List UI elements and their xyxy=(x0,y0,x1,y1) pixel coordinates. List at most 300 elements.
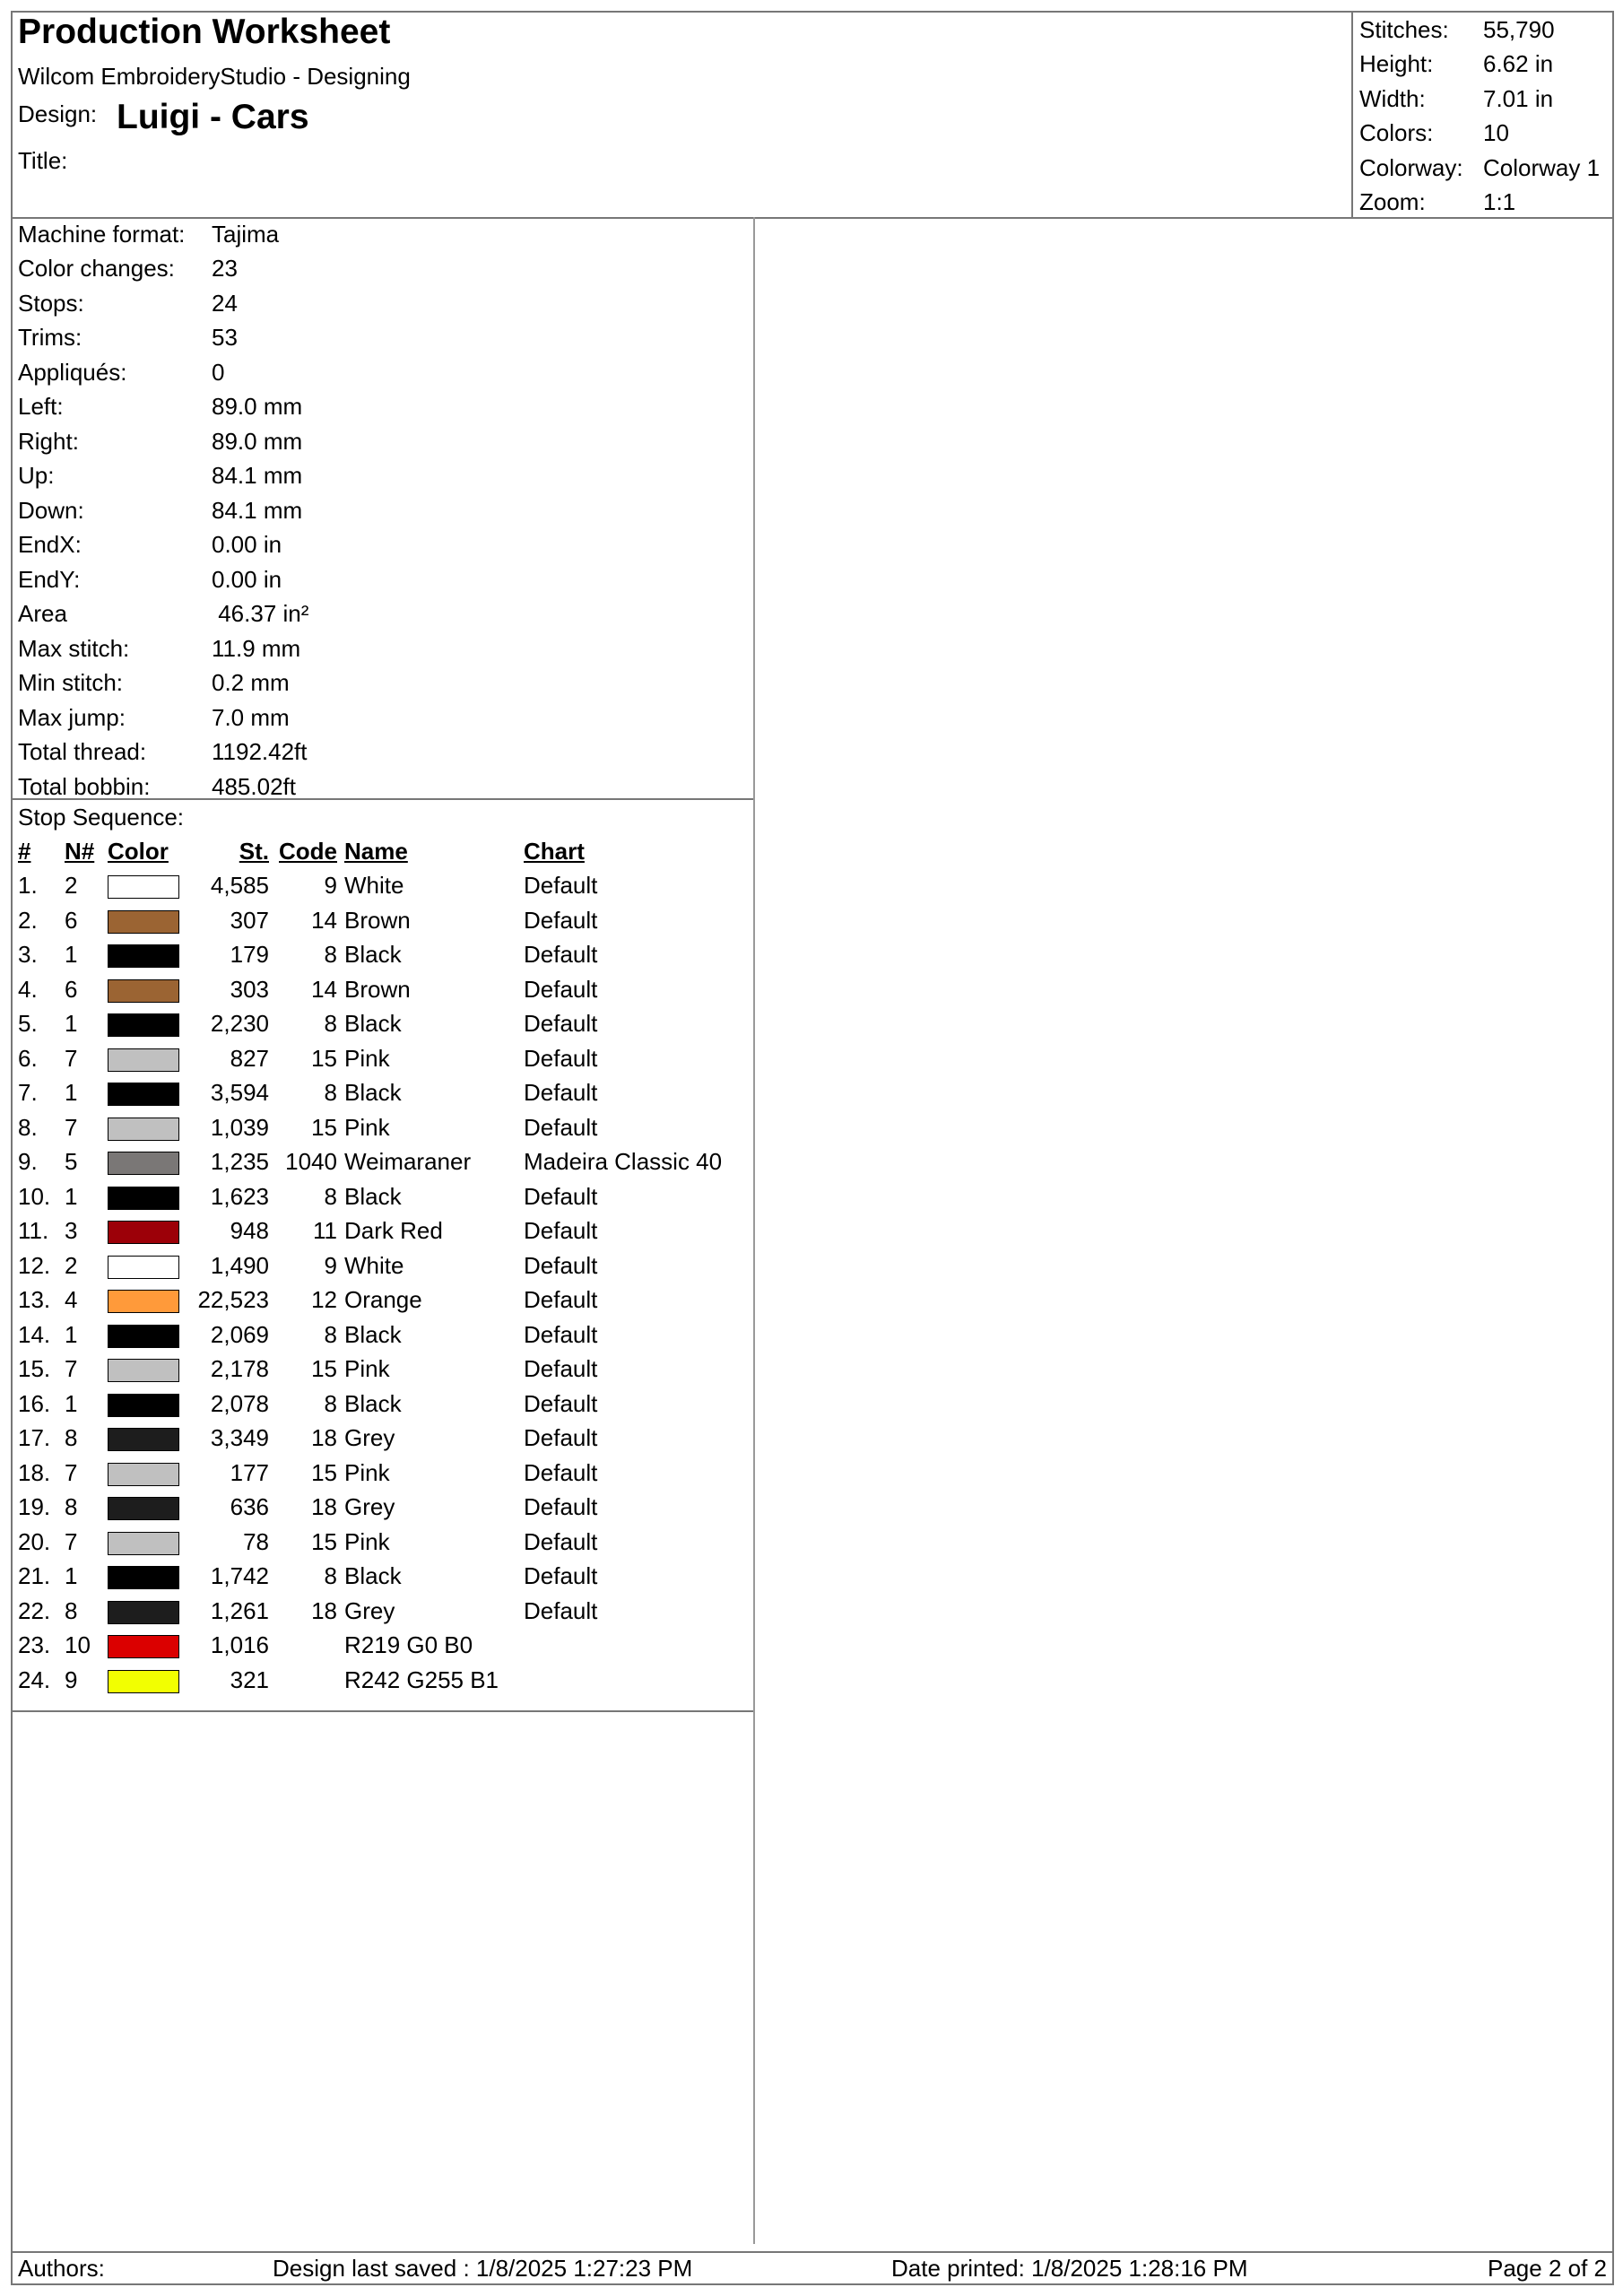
spec-value: 89.0 mm xyxy=(212,427,303,455)
stop-index: 20. xyxy=(18,1527,51,1555)
design-name: Luigi - Cars xyxy=(117,98,309,136)
worksheet-footer xyxy=(13,2251,1612,2283)
stitch-count: 3,594 xyxy=(210,1079,269,1107)
thread-chart: Default xyxy=(524,1251,598,1279)
needle-number: 10 xyxy=(65,1631,91,1659)
spec-label: Total thread: xyxy=(18,738,147,766)
needle-number: 1 xyxy=(65,941,78,969)
application-name: Wilcom EmbroideryStudio - Designing xyxy=(18,63,411,90)
needle-number: 7 xyxy=(65,1044,78,1072)
stitch-count: 2,069 xyxy=(210,1320,269,1348)
col-header-chart: Chart xyxy=(524,837,585,865)
spec-label: Max stitch: xyxy=(18,634,130,662)
thread-name: Pink xyxy=(344,1113,390,1141)
thread-chart: Default xyxy=(524,1286,598,1314)
spec-value: 0 xyxy=(212,358,225,386)
needle-number: 7 xyxy=(65,1458,78,1486)
spec-label: Color changes: xyxy=(18,255,175,283)
spec-row xyxy=(18,700,750,735)
machine-specs xyxy=(18,217,750,804)
footer-authors: Authors: xyxy=(18,2255,105,2282)
thread-name: Brown xyxy=(344,975,411,1003)
color-swatch xyxy=(108,1187,179,1210)
design-label: Design: xyxy=(18,100,98,127)
color-swatch xyxy=(108,875,179,899)
stitch-count: 303 xyxy=(230,975,269,1003)
thread-chart: Default xyxy=(524,941,598,969)
spec-value: 0.00 in xyxy=(212,565,282,593)
color-swatch xyxy=(108,1601,179,1624)
summary-label: Width: xyxy=(1359,84,1426,112)
thread-code: 8 xyxy=(324,1562,337,1590)
thread-chart: Default xyxy=(524,1424,598,1452)
thread-code: 18 xyxy=(311,1493,337,1521)
stop-index: 21. xyxy=(18,1562,51,1590)
stitch-count: 22,523 xyxy=(197,1286,269,1314)
stitch-count: 2,178 xyxy=(210,1355,269,1383)
spec-row xyxy=(18,286,750,321)
col-header-needle: N# xyxy=(65,837,95,865)
spec-row xyxy=(18,390,750,425)
table-row xyxy=(18,1041,750,1076)
spec-row xyxy=(18,355,750,390)
summary-value: 55,790 xyxy=(1483,15,1555,43)
spec-value: 89.0 mm xyxy=(212,393,303,421)
color-cell xyxy=(108,1493,192,1521)
needle-number: 1 xyxy=(65,1389,78,1417)
color-swatch xyxy=(108,944,179,968)
table-row xyxy=(18,903,750,938)
needle-number: 1 xyxy=(65,1562,78,1590)
thread-name: Black xyxy=(344,1389,402,1417)
needle-number: 5 xyxy=(65,1148,78,1176)
table-row xyxy=(18,1491,750,1526)
table-row xyxy=(18,1283,750,1318)
stop-index: 24. xyxy=(18,1665,51,1693)
spec-value: 0.00 in xyxy=(212,531,282,559)
thread-code: 1040 xyxy=(285,1148,337,1176)
thread-name: White xyxy=(344,1251,404,1279)
thread-code: 18 xyxy=(311,1596,337,1624)
stitch-count: 3,349 xyxy=(210,1424,269,1452)
thread-chart: Default xyxy=(524,1355,598,1383)
thread-code: 8 xyxy=(324,1079,337,1107)
needle-number: 6 xyxy=(65,906,78,934)
spec-label: Total bobbin: xyxy=(18,772,151,800)
thread-code: 18 xyxy=(311,1424,337,1452)
summary-value: 7.01 in xyxy=(1483,84,1554,112)
thread-chart: Default xyxy=(524,906,598,934)
table-row xyxy=(18,1594,750,1629)
thread-code: 12 xyxy=(311,1286,337,1314)
stitch-count: 1,016 xyxy=(210,1631,269,1659)
summary-box xyxy=(1351,13,1614,217)
table-row xyxy=(18,1007,750,1042)
col-header-stitches: St. xyxy=(239,837,269,865)
thread-name: R242 G255 B1 xyxy=(344,1665,499,1693)
color-cell xyxy=(108,872,192,900)
stitch-count: 1,742 xyxy=(210,1562,269,1590)
needle-number: 9 xyxy=(65,1665,78,1693)
spec-row xyxy=(18,321,750,356)
thread-chart: Default xyxy=(524,1493,598,1521)
color-cell xyxy=(108,1183,192,1211)
table-row xyxy=(18,1110,750,1145)
color-cell xyxy=(108,1286,192,1314)
spec-label: EndX: xyxy=(18,531,82,559)
color-cell xyxy=(108,976,192,1004)
spec-value: 53 xyxy=(212,324,238,352)
thread-name: Grey xyxy=(344,1424,395,1452)
table-row xyxy=(18,1560,750,1595)
color-cell xyxy=(108,1079,192,1107)
color-cell xyxy=(108,1390,192,1418)
spec-row xyxy=(18,424,750,459)
thread-code: 15 xyxy=(311,1355,337,1383)
thread-code: 8 xyxy=(324,1010,337,1038)
thread-name: White xyxy=(344,872,404,900)
spec-row xyxy=(18,252,750,287)
color-cell xyxy=(108,1597,192,1625)
thread-code: 14 xyxy=(311,906,337,934)
stop-sequence xyxy=(18,800,750,1698)
table-row xyxy=(18,972,750,1007)
thread-chart: Default xyxy=(524,1182,598,1210)
summary-label: Zoom: xyxy=(1359,188,1426,216)
document-title: Production Worksheet xyxy=(18,13,391,51)
stop-index: 11. xyxy=(18,1217,49,1245)
table-row xyxy=(18,1248,750,1283)
summary-value: 6.62 in xyxy=(1483,50,1554,78)
color-cell xyxy=(108,1528,192,1556)
thread-code: 8 xyxy=(324,941,337,969)
color-swatch xyxy=(108,1256,179,1279)
spec-value: 0.2 mm xyxy=(212,669,290,697)
summary-row xyxy=(1359,82,1614,117)
spec-value: 84.1 mm xyxy=(212,496,303,524)
needle-number: 7 xyxy=(65,1113,78,1141)
spec-label: Area xyxy=(18,600,67,628)
table-row xyxy=(18,1352,750,1387)
stitch-count: 78 xyxy=(243,1527,269,1555)
stop-index: 6. xyxy=(18,1044,38,1072)
thread-code: 14 xyxy=(311,975,337,1003)
color-cell xyxy=(108,941,192,969)
thread-code: 9 xyxy=(324,872,337,900)
color-swatch xyxy=(108,1048,179,1072)
spec-label: Machine format: xyxy=(18,220,186,248)
spec-label: Trims: xyxy=(18,324,82,352)
thread-name: Pink xyxy=(344,1355,390,1383)
summary-label: Height: xyxy=(1359,50,1434,78)
needle-number: 7 xyxy=(65,1527,78,1555)
thread-name: Orange xyxy=(344,1286,422,1314)
table-row xyxy=(18,1663,750,1698)
thread-code: 9 xyxy=(324,1251,337,1279)
thread-code: 11 xyxy=(313,1217,337,1245)
thread-name: Black xyxy=(344,1079,402,1107)
thread-chart: Default xyxy=(524,1113,598,1141)
summary-value: Colorway 1 xyxy=(1483,153,1601,181)
needle-number: 1 xyxy=(65,1320,78,1348)
summary-row xyxy=(1359,117,1614,152)
table-row xyxy=(18,1387,750,1422)
color-swatch xyxy=(108,1013,179,1037)
stop-index: 12. xyxy=(18,1251,51,1279)
table-row xyxy=(18,1422,750,1457)
stitch-count: 827 xyxy=(230,1044,269,1072)
color-swatch xyxy=(108,1359,179,1382)
thread-chart: Default xyxy=(524,975,598,1003)
spec-label: Down: xyxy=(18,496,84,524)
thread-name: Grey xyxy=(344,1493,395,1521)
thread-name: R219 G0 B0 xyxy=(344,1631,473,1659)
color-swatch xyxy=(108,1083,179,1106)
summary-row xyxy=(1359,151,1614,186)
needle-number: 8 xyxy=(65,1424,78,1452)
stop-table-body xyxy=(18,869,750,1698)
spec-value: Tajima xyxy=(212,220,280,248)
color-swatch xyxy=(108,1463,179,1486)
spec-value: 1192.42ft xyxy=(212,738,308,766)
stop-index: 2. xyxy=(18,906,38,934)
spec-label: EndY: xyxy=(18,565,81,593)
stitch-count: 1,623 xyxy=(210,1182,269,1210)
stop-index: 23. xyxy=(18,1631,51,1659)
spec-label: Up: xyxy=(18,462,55,490)
spec-value: 24 xyxy=(212,289,238,317)
color-cell xyxy=(108,1114,192,1142)
thread-chart: Default xyxy=(524,1527,598,1555)
color-swatch xyxy=(108,910,179,934)
title-label: Title: xyxy=(18,147,68,174)
stop-index: 9. xyxy=(18,1148,38,1176)
thread-chart: Default xyxy=(524,1217,598,1245)
stitch-count: 1,490 xyxy=(210,1251,269,1279)
color-swatch xyxy=(108,1497,179,1520)
spec-label: Appliqués: xyxy=(18,358,127,386)
spec-label: Stops: xyxy=(18,289,84,317)
thread-name: Brown xyxy=(344,906,411,934)
stop-index: 22. xyxy=(18,1596,51,1624)
table-row xyxy=(18,1076,750,1111)
thread-chart: Madeira Classic 40 xyxy=(524,1148,723,1176)
thread-name: Black xyxy=(344,1182,402,1210)
spec-label: Max jump: xyxy=(18,703,126,731)
thread-chart: Default xyxy=(524,1562,598,1590)
stop-index: 17. xyxy=(18,1424,51,1452)
color-swatch xyxy=(108,1118,179,1141)
spec-label: Min stitch: xyxy=(18,669,124,697)
col-header-num: # xyxy=(18,837,31,865)
stop-index: 14. xyxy=(18,1320,51,1348)
table-row xyxy=(18,938,750,973)
needle-number: 3 xyxy=(65,1217,78,1245)
needle-number: 4 xyxy=(65,1286,78,1314)
thread-chart: Default xyxy=(524,1389,598,1417)
table-row xyxy=(18,1145,750,1180)
footer-last-saved: Design last saved : 1/8/2025 1:27:23 PM xyxy=(273,2255,693,2282)
needle-number: 8 xyxy=(65,1493,78,1521)
color-swatch xyxy=(108,1635,179,1658)
color-swatch xyxy=(108,1394,179,1417)
color-cell xyxy=(108,907,192,935)
thread-code: 15 xyxy=(311,1044,337,1072)
stop-table-header xyxy=(18,834,750,869)
color-cell xyxy=(108,1355,192,1383)
spec-row xyxy=(18,493,750,528)
color-cell xyxy=(108,1459,192,1487)
table-row xyxy=(18,869,750,904)
thread-code: 8 xyxy=(324,1320,337,1348)
stop-sequence-end-divider xyxy=(13,1710,753,1712)
thread-code: 15 xyxy=(311,1527,337,1555)
stop-index: 1. xyxy=(18,872,38,900)
needle-number: 7 xyxy=(65,1355,78,1383)
thread-chart: Default xyxy=(524,1320,598,1348)
stitch-count: 177 xyxy=(230,1458,269,1486)
color-cell xyxy=(108,1666,192,1694)
stop-index: 5. xyxy=(18,1010,38,1038)
color-cell xyxy=(108,1045,192,1073)
stop-index: 7. xyxy=(18,1079,38,1107)
details-column xyxy=(13,217,755,2244)
needle-number: 1 xyxy=(65,1010,78,1038)
table-row xyxy=(18,1179,750,1214)
thread-code: 8 xyxy=(324,1389,337,1417)
stitch-count: 636 xyxy=(230,1493,269,1521)
spec-label: Right: xyxy=(18,427,79,455)
thread-name: Pink xyxy=(344,1044,390,1072)
col-header-name: Name xyxy=(344,837,408,865)
stop-sequence-title: Stop Sequence: xyxy=(18,803,185,831)
spec-row xyxy=(18,459,750,494)
stitch-count: 948 xyxy=(230,1217,269,1245)
thread-name: Black xyxy=(344,1562,402,1590)
needle-number: 1 xyxy=(65,1079,78,1107)
color-cell xyxy=(108,1631,192,1659)
spec-row xyxy=(18,528,750,563)
stitch-count: 1,261 xyxy=(210,1596,269,1624)
color-cell xyxy=(108,1252,192,1280)
summary-row xyxy=(1359,48,1614,83)
stop-index: 8. xyxy=(18,1113,38,1141)
thread-chart: Default xyxy=(524,1458,598,1486)
thread-chart: Default xyxy=(524,1010,598,1038)
color-swatch xyxy=(108,1566,179,1589)
spec-row xyxy=(18,597,750,632)
worksheet-header xyxy=(13,13,1612,219)
spec-value: 84.1 mm xyxy=(212,462,303,490)
color-swatch xyxy=(108,1428,179,1451)
spec-value: 23 xyxy=(212,255,238,283)
stitch-count: 179 xyxy=(230,941,269,969)
summary-value: 10 xyxy=(1483,119,1509,147)
col-header-code: Code xyxy=(279,837,337,865)
spec-row xyxy=(18,631,750,666)
color-swatch xyxy=(108,979,179,1003)
table-row xyxy=(18,1456,750,1491)
thread-name: Pink xyxy=(344,1527,390,1555)
col-header-color: Color xyxy=(108,837,169,865)
color-swatch xyxy=(108,1221,179,1244)
stop-index: 3. xyxy=(18,941,38,969)
color-swatch xyxy=(108,1152,179,1175)
thread-chart: Default xyxy=(524,1596,598,1624)
table-row xyxy=(18,1318,750,1352)
needle-number: 2 xyxy=(65,1251,78,1279)
color-cell xyxy=(108,1010,192,1038)
thread-name: Black xyxy=(344,1010,402,1038)
needle-number: 6 xyxy=(65,975,78,1003)
summary-row xyxy=(1359,13,1614,48)
thread-name: Dark Red xyxy=(344,1217,443,1245)
color-cell xyxy=(108,1424,192,1452)
color-swatch xyxy=(108,1670,179,1693)
stop-index: 4. xyxy=(18,975,38,1003)
color-cell xyxy=(108,1321,192,1349)
color-swatch xyxy=(108,1325,179,1348)
footer-page-number: Page 2 of 2 xyxy=(1488,2255,1607,2282)
spec-value: 11.9 mm xyxy=(212,634,301,662)
stitch-count: 1,235 xyxy=(210,1148,269,1176)
thread-name: Pink xyxy=(344,1458,390,1486)
stitch-count: 307 xyxy=(230,906,269,934)
color-swatch xyxy=(108,1290,179,1313)
spec-row xyxy=(18,217,750,252)
stop-index: 13. xyxy=(18,1286,51,1314)
summary-value: 1:1 xyxy=(1483,188,1516,216)
color-cell xyxy=(108,1148,192,1176)
summary-row xyxy=(1359,186,1614,221)
thread-name: Weimaraner xyxy=(344,1148,472,1176)
color-cell xyxy=(108,1562,192,1590)
summary-label: Colorway: xyxy=(1359,153,1463,181)
stitch-count: 321 xyxy=(230,1665,269,1693)
thread-chart: Default xyxy=(524,1044,598,1072)
thread-name: Grey xyxy=(344,1596,395,1624)
color-swatch xyxy=(108,1532,179,1555)
spec-label: Left: xyxy=(18,393,64,421)
thread-code: 8 xyxy=(324,1182,337,1210)
spec-value: 7.0 mm xyxy=(212,703,290,731)
thread-name: Black xyxy=(344,1320,402,1348)
stitch-count: 2,078 xyxy=(210,1389,269,1417)
thread-chart: Default xyxy=(524,872,598,900)
spec-value: 46.37 in² xyxy=(212,600,309,628)
table-row xyxy=(18,1214,750,1249)
summary-label: Colors: xyxy=(1359,119,1434,147)
needle-number: 2 xyxy=(65,872,78,900)
spec-row xyxy=(18,735,750,770)
worksheet-frame xyxy=(11,11,1614,2285)
stitch-count: 1,039 xyxy=(210,1113,269,1141)
thread-code: 15 xyxy=(311,1113,337,1141)
stop-index: 19. xyxy=(18,1493,51,1521)
color-cell xyxy=(108,1217,192,1245)
thread-code: 15 xyxy=(311,1458,337,1486)
table-row xyxy=(18,1525,750,1560)
thread-chart: Default xyxy=(524,1079,598,1107)
summary-label: Stitches: xyxy=(1359,15,1449,43)
stop-index: 16. xyxy=(18,1389,51,1417)
stop-index: 15. xyxy=(18,1355,51,1383)
stop-index: 18. xyxy=(18,1458,51,1486)
thread-name: Black xyxy=(344,941,402,969)
stop-index: 10. xyxy=(18,1182,51,1210)
spec-row xyxy=(18,562,750,597)
needle-number: 8 xyxy=(65,1596,78,1624)
